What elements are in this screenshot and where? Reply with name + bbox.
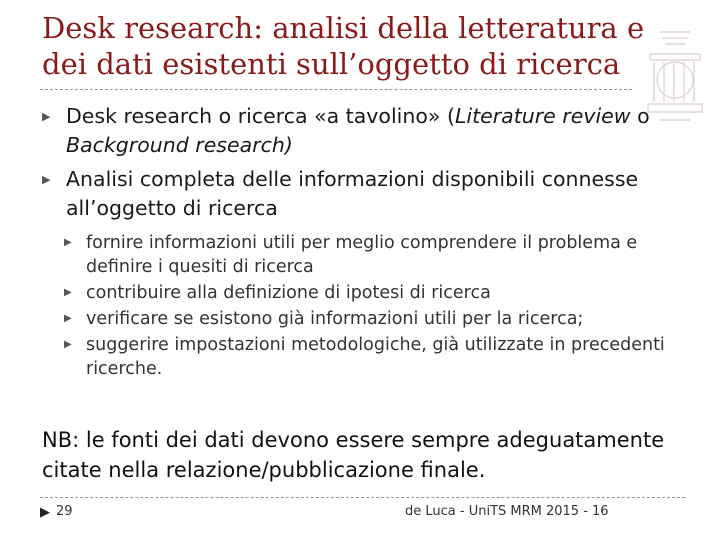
triangle-right-icon: ▶ (42, 173, 51, 186)
page-number: 29 (56, 504, 73, 519)
title-divider (40, 89, 632, 90)
note-text: NB: le fonti dei dati devono essere sempre adeguatamente citate nella relazione/pubblicazione finale. (42, 428, 665, 482)
footer-credit: de Luca - UniTS MRM 2015 - 16 (405, 504, 609, 519)
sub-bullet-item (40, 307, 700, 331)
slide-content (40, 102, 700, 387)
bullet-desk-research (40, 102, 700, 160)
sub-bullet-text: fornire informazioni utili per meglio comprendere il problema e definire i quesiti di ricerca (86, 233, 638, 277)
sub-bullet-item (40, 231, 700, 279)
title-line-1: Desk research: analisi della letteratura e (42, 11, 645, 45)
triangle-right-icon: ▶ (40, 505, 50, 520)
slide-title (42, 10, 692, 82)
triangle-right-icon: ▶ (64, 237, 72, 248)
triangle-right-icon: ▶ (64, 287, 72, 298)
sub-bullet-text: suggerire impostazioni metodologiche, già utilizzate in precedenti ricerche. (86, 335, 665, 379)
bullet-italic-text: Literature review (454, 104, 631, 128)
title-line-2: dei dati esistenti sull’oggetto di ricerca (42, 47, 621, 81)
triangle-right-icon: ▶ (64, 339, 72, 350)
sub-bullet-item (40, 333, 700, 381)
bullet-text-after: o (630, 104, 650, 128)
bullet-italic-text-2: Background research) (66, 133, 293, 157)
triangle-right-icon: ▶ (42, 110, 51, 123)
bullet-text: Desk research o ricerca «a tavolino» ( (66, 104, 455, 128)
bullet-analisi (40, 165, 700, 223)
bullet-text: Analisi completa delle informazioni disponibili connesse all’oggetto di ricerca (66, 167, 639, 220)
sub-bullet-text: contribuire alla definizione di ipotesi di ricerca (86, 283, 491, 303)
triangle-right-icon: ▶ (64, 313, 72, 324)
sub-bullet-text: verificare se esistono già informazioni utili per la ricerca; (86, 309, 584, 329)
sub-bullet-list (40, 231, 700, 381)
sub-bullet-item (40, 281, 700, 305)
footer-divider (40, 497, 685, 498)
